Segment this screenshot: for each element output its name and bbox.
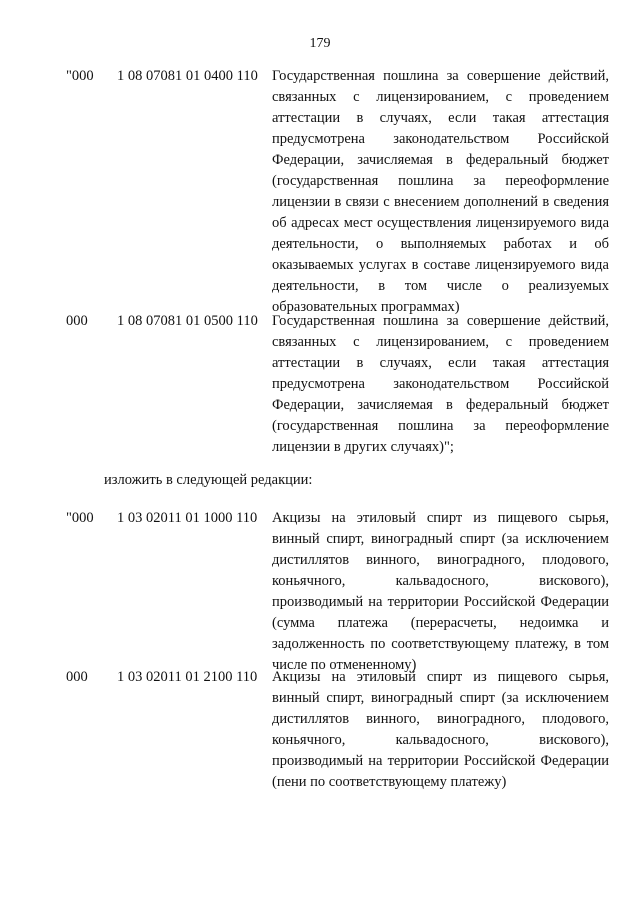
intro-text: изложить в следующей редакции: xyxy=(104,472,313,488)
entry-description: Государственная пошлина за совершение действий, связанных с лицензированием, с проведением аттестации в случаях, если такая аттестация предусмотрена законодательством Российской Федерации, зачисляемая в федеральный бюджет (государственная пошлина за переоформление лицензии в других случаях)"; xyxy=(272,313,609,455)
admin-code: 000 xyxy=(66,313,88,329)
admin-code: "000 xyxy=(66,68,94,84)
budget-classification-code: 1 03 02011 01 2100 110 xyxy=(117,669,258,685)
page-number: 179 xyxy=(309,36,331,51)
entry-description: Государственная пошлина за совершение действий, связанных с лицензированием, с проведением аттестации в случаях, если такая аттестация предусмотрена законодательством Российской Федерации, зачисляемая в федеральный бюджет (государственная пошлина за переоформление лицензии в связи с внесением дополнений в сведения об адресах мест осуществления лицензируемого вида деятельности, о выполняемых работах и об оказываемых услугах в составе лицензируемого вида деятельности, в том числе о реализуемых образовательных программах) xyxy=(272,68,609,315)
admin-code: "000 xyxy=(66,510,94,526)
entry-description: Акцизы на этиловый спирт из пищевого сырья, винный спирт, виноградный спирт (за исключением дистиллятов винного, виноградного, плодового, коньячного, кальвадосного, вискового), производимый на территории Российской Федерации (сумма платежа (перерасчеты, недоимка и задолженность по соответствующему платежу, в том числе по отмененному) xyxy=(272,510,609,673)
budget-classification-code: 1 08 07081 01 0500 110 xyxy=(117,313,258,329)
admin-code: 000 xyxy=(66,669,88,685)
budget-classification-code: 1 08 07081 01 0400 110 xyxy=(117,68,258,84)
budget-classification-code: 1 03 02011 01 1000 110 xyxy=(117,510,258,526)
entry-description: Акцизы на этиловый спирт из пищевого сырья, винный спирт, виноградный спирт (за исключением дистиллятов винного, виноградного, плодового, коньячного, кальвадосного, вискового), производимый на территории Российской Федерации (пени по соответствующему платежу) xyxy=(272,669,609,790)
